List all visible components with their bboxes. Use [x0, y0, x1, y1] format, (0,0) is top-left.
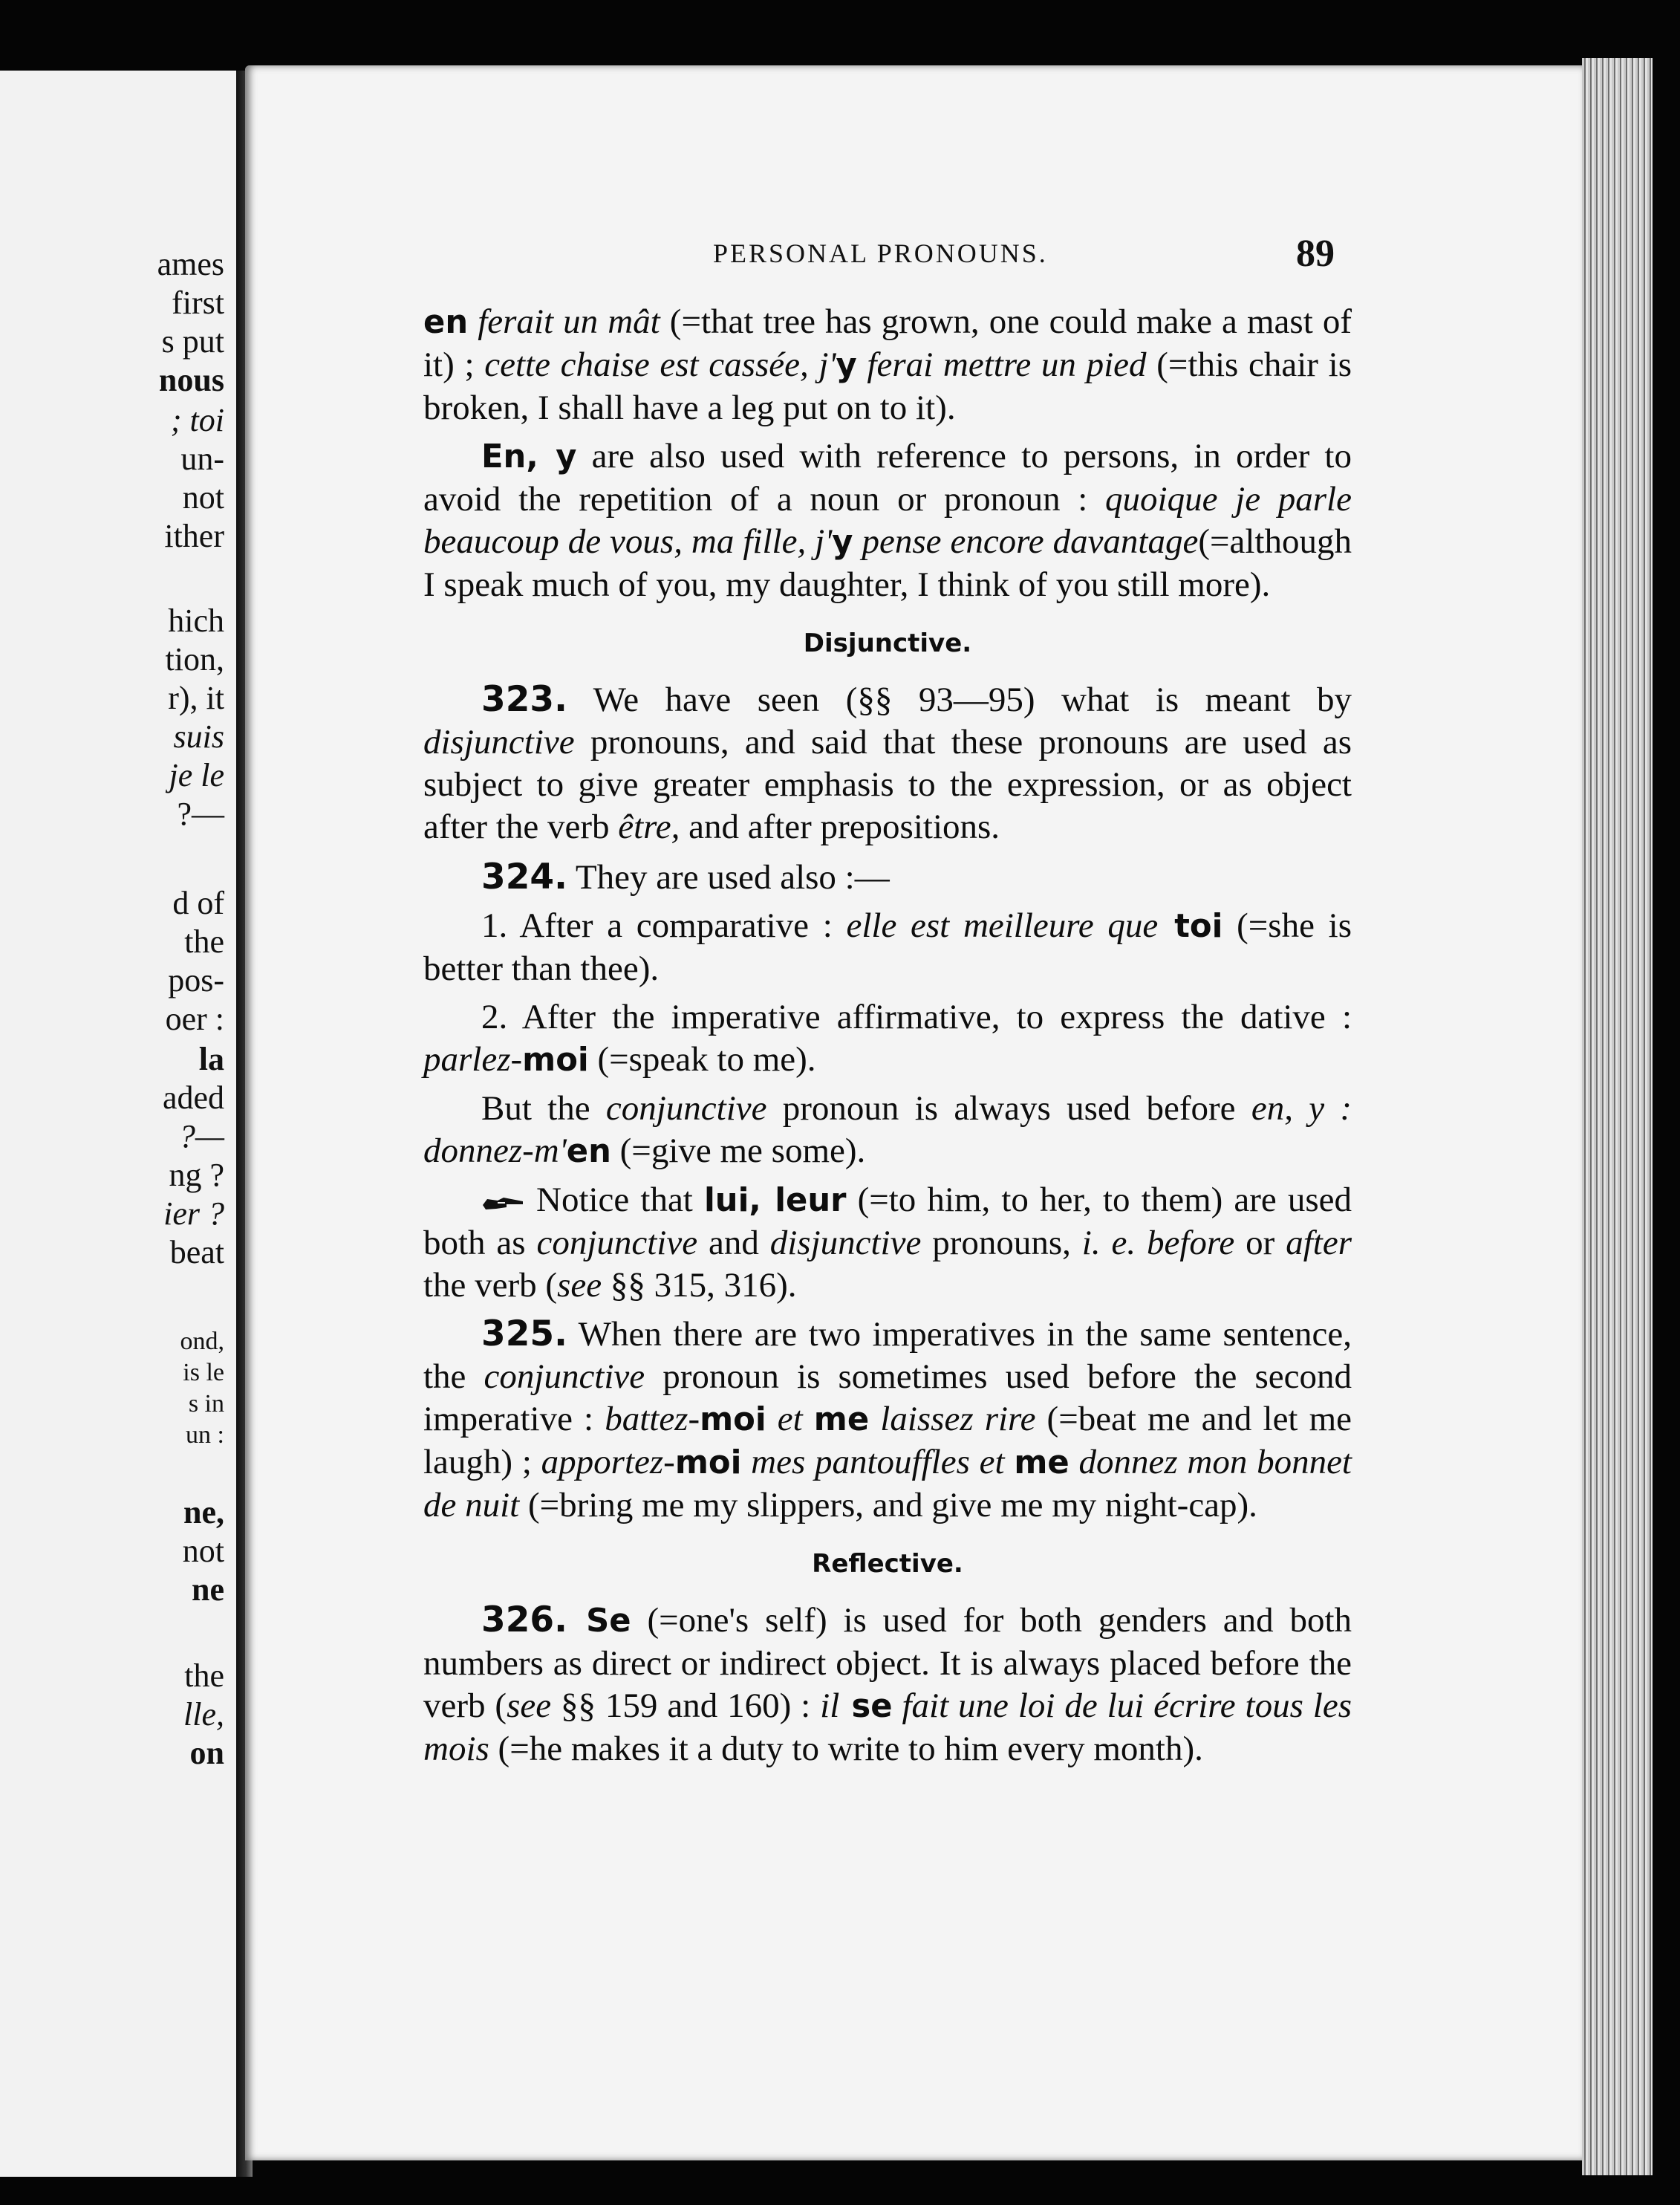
page-number: 89 [1296, 233, 1335, 275]
left-page-fragment: the [184, 1657, 224, 1694]
left-page-fragment: first [172, 285, 224, 321]
left-page-fragment: beat [169, 1234, 224, 1270]
left-page-fragment: the [184, 923, 224, 960]
paragraph-324: 324. They are used also :— [481, 857, 890, 897]
list-item-1: 1. After a comparative : elle est meilleure que toi (=she is better than thee). [423, 906, 1352, 988]
left-page-fragment: hich [168, 603, 224, 639]
left-page-fragment: suis [173, 718, 224, 755]
left-page-fragment: pos- [168, 962, 224, 998]
left-page-fragment: r), it [168, 680, 224, 716]
paragraph-323: 323. We have seen (§§ 93—95) what is meant by disjunctive pronouns, and said that these pronouns are used as subject to give greater emphasis to the expression, or as object after the verb être, and after prepositions. [423, 679, 1352, 846]
left-page-fragment: oer : [165, 1001, 224, 1037]
paragraph-326: 326. Se (=one's self) is used for both genders and both numbers as direct or indirect object. It is always placed before the verb (see §§ 159 and 160) : il se fait une loi de lui écrire tous les mois (=he makes it a duty to write to him every month). [423, 1600, 1352, 1768]
left-page-fragment: je le [169, 757, 224, 793]
left-page-fragment: ier ? [163, 1195, 224, 1232]
left-page-fragment: ne, [183, 1494, 224, 1530]
left-page-fragment: is le [183, 1359, 224, 1386]
left-page-fragment: tion, [165, 641, 224, 678]
running-head: PERSONAL PRONOUNS. [713, 238, 1048, 268]
left-page-fragment: aded [162, 1079, 224, 1116]
left-page-fragment: ng ? [169, 1157, 224, 1193]
paragraph-continuation: en ferait un mât (=that tree has grown, one could make a mast of it) ; cette chaise est cassée, j'y ferai mettre un pied (=this chair is broken, I shall have a leg put on to it). [423, 302, 1352, 427]
paragraph-325: 325. When there are two imperatives in the same sentence, the conjunctive pronoun is sometimes used before the second imperative : battez-moi et me laissez rire (=beat me and let me laugh) ; apportez-moi mes pantouffles et me donnez mon bonnet de nuit (=bring me my slippers, and give me my night-cap). [423, 1313, 1352, 1524]
left-page-fragment: not [182, 1533, 224, 1569]
left-page-fragment: ne [192, 1571, 224, 1608]
section-heading-disjunctive: Disjunctive. [803, 629, 972, 658]
left-page-fragment: not [182, 479, 224, 516]
left-page-fragment: lle, [183, 1696, 224, 1732]
paragraph-notice: Notice that lui, leur (=to him, to her, to them) are used both as conjunctive and disjunctive pronouns, i. e. before or after the verb (see §§ 315, 316). [423, 1181, 1352, 1305]
left-page-fragment: nous [158, 362, 224, 398]
left-page-fragment: ; toi [170, 402, 224, 438]
left-page-fragment: d of [172, 885, 224, 921]
body-text [423, 301, 1352, 1776]
left-page-fragment: ames [157, 246, 224, 282]
pointing-hand-icon [481, 1195, 526, 1211]
left-page-fragment: s put [161, 323, 224, 360]
left-page-fragment: ither [164, 518, 224, 554]
page-edges [1582, 58, 1653, 2175]
paragraph-en-y: En, y are also used with reference to persons, in order to avoid the repetition of a noun or pronoun : quoique je parle beaucoup de vous, ma fille, j'y pense encore davantage(=although I speak much of you, my daughter, I think of you still more). [423, 437, 1352, 604]
left-page-fragment: s in [188, 1390, 224, 1418]
left-page-fragment: un- [180, 441, 224, 477]
paragraph-but-conjunctive: But the conjunctive pronoun is always used before en, y : donnez-m'en (=give me some). [423, 1089, 1352, 1170]
left-page-fragment: ond, [180, 1328, 224, 1355]
section-heading-reflective: Reflective. [812, 1549, 963, 1579]
left-page-fragment: on [189, 1735, 224, 1771]
left-page-fragment: ?— [177, 796, 224, 832]
left-page-fragment: ?— [178, 1118, 224, 1155]
list-item-2: 2. After the imperative affirmative, to express the dative : parlez-moi (=speak to me). [423, 998, 1352, 1079]
left-facing-page [0, 71, 247, 2177]
left-page-fragment: la [198, 1041, 224, 1077]
left-page-fragment: un : [186, 1421, 224, 1449]
